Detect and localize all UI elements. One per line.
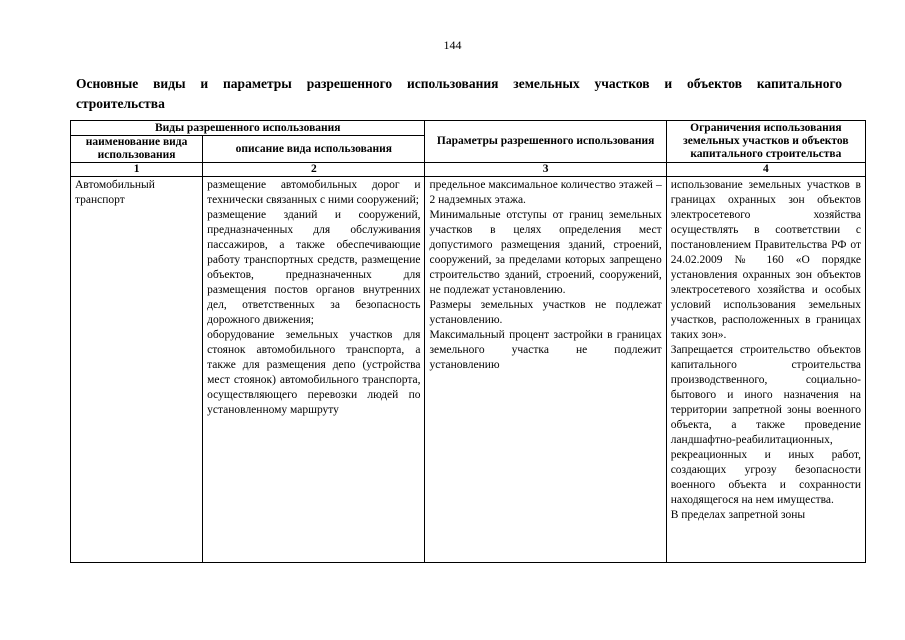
title-line-1: Основные виды и параметры разрешенного использования земельных участков и объектов капитального: [76, 76, 842, 91]
column-number: 4: [666, 163, 865, 177]
column-number: 3: [425, 163, 666, 177]
restrictions-cell: [666, 177, 865, 563]
parameter-paragraph: Размеры земельных участков не подлежат установлению.: [429, 299, 662, 326]
description-paragraph: размещение автомобильных дорог и технически связанных с ними сооружений;: [207, 179, 421, 206]
document-title: [76, 74, 842, 114]
restriction-paragraph: использование земельных участков в границах охранных зон объектов электросетевого хозяйства осуществлять в соответствии с постановлением Правительства РФ от 24.02.2009 № 160 «О порядке установления охранных зон объектов электросетевого хозяйства и особых условий использования земельных участков, расположенных в границах таких зон».: [670, 179, 861, 341]
use-description-cell: [203, 177, 425, 563]
description-paragraph: размещение зданий и сооружений, предназначенных для обслуживания пассажиров, а также обеспечивающие работу транспортных средств, размещение объектов, предназначенных для размещения постов органов внутренних дел, ответственных за безопасность дорожного движения;: [207, 209, 421, 326]
land-use-table: [70, 120, 866, 563]
parameter-paragraph: предельное максимальное количество этажей – 2 надземных этажа.: [429, 179, 662, 206]
parameters-cell: [425, 177, 666, 563]
column-number: 1: [71, 163, 203, 177]
page-number: 144: [443, 38, 462, 52]
restriction-paragraph: Запрещается строительство объектов капитального строительства производственного, социально-бытового и иного назначения на территории запретной зоны военного объекта, а также проведение ландшафтно-реабилитационных, рекреационных и иных работ, создающих угрозу безопасности военного объекта и сохранности находящегося на нем имущества.: [670, 344, 861, 506]
use-name: Автомобильный транспорт: [75, 179, 155, 206]
parameter-paragraph: Максимальный процент застройки в границах земельного участка не подлежит установлению: [429, 329, 662, 371]
restriction-paragraph: В пределах запретной зоны: [670, 509, 806, 521]
title-line-2: строительства: [76, 96, 165, 111]
column-number: 2: [203, 163, 425, 177]
header-use-name: наименование вида использования: [71, 136, 203, 163]
table-row: [71, 177, 866, 563]
parameter-paragraph: Минимальные отступы от границ земельных участков в целях определения мест допустимого размещения зданий, строений, сооружений, за пределами которых запрещено строительство зданий, строений, сооружений, не подлежат установлению.: [429, 209, 662, 296]
use-name-cell: [71, 177, 203, 563]
header-restrictions: Ограничения использования земельных участков и объектов капитального строительства: [666, 121, 865, 163]
description-paragraph: оборудование земельных участков для стоянок автомобильного транспорта, а также для размещения депо (устройства мест стоянок) автомобильного транспорта, осуществляющего перевозки людей по установленному маршруту: [207, 329, 421, 416]
header-use-description: описание вида использования: [203, 136, 425, 163]
header-group-use-types: Виды разрешенного использования: [71, 121, 425, 136]
header-parameters: Параметры разрешенного использования: [425, 121, 666, 163]
